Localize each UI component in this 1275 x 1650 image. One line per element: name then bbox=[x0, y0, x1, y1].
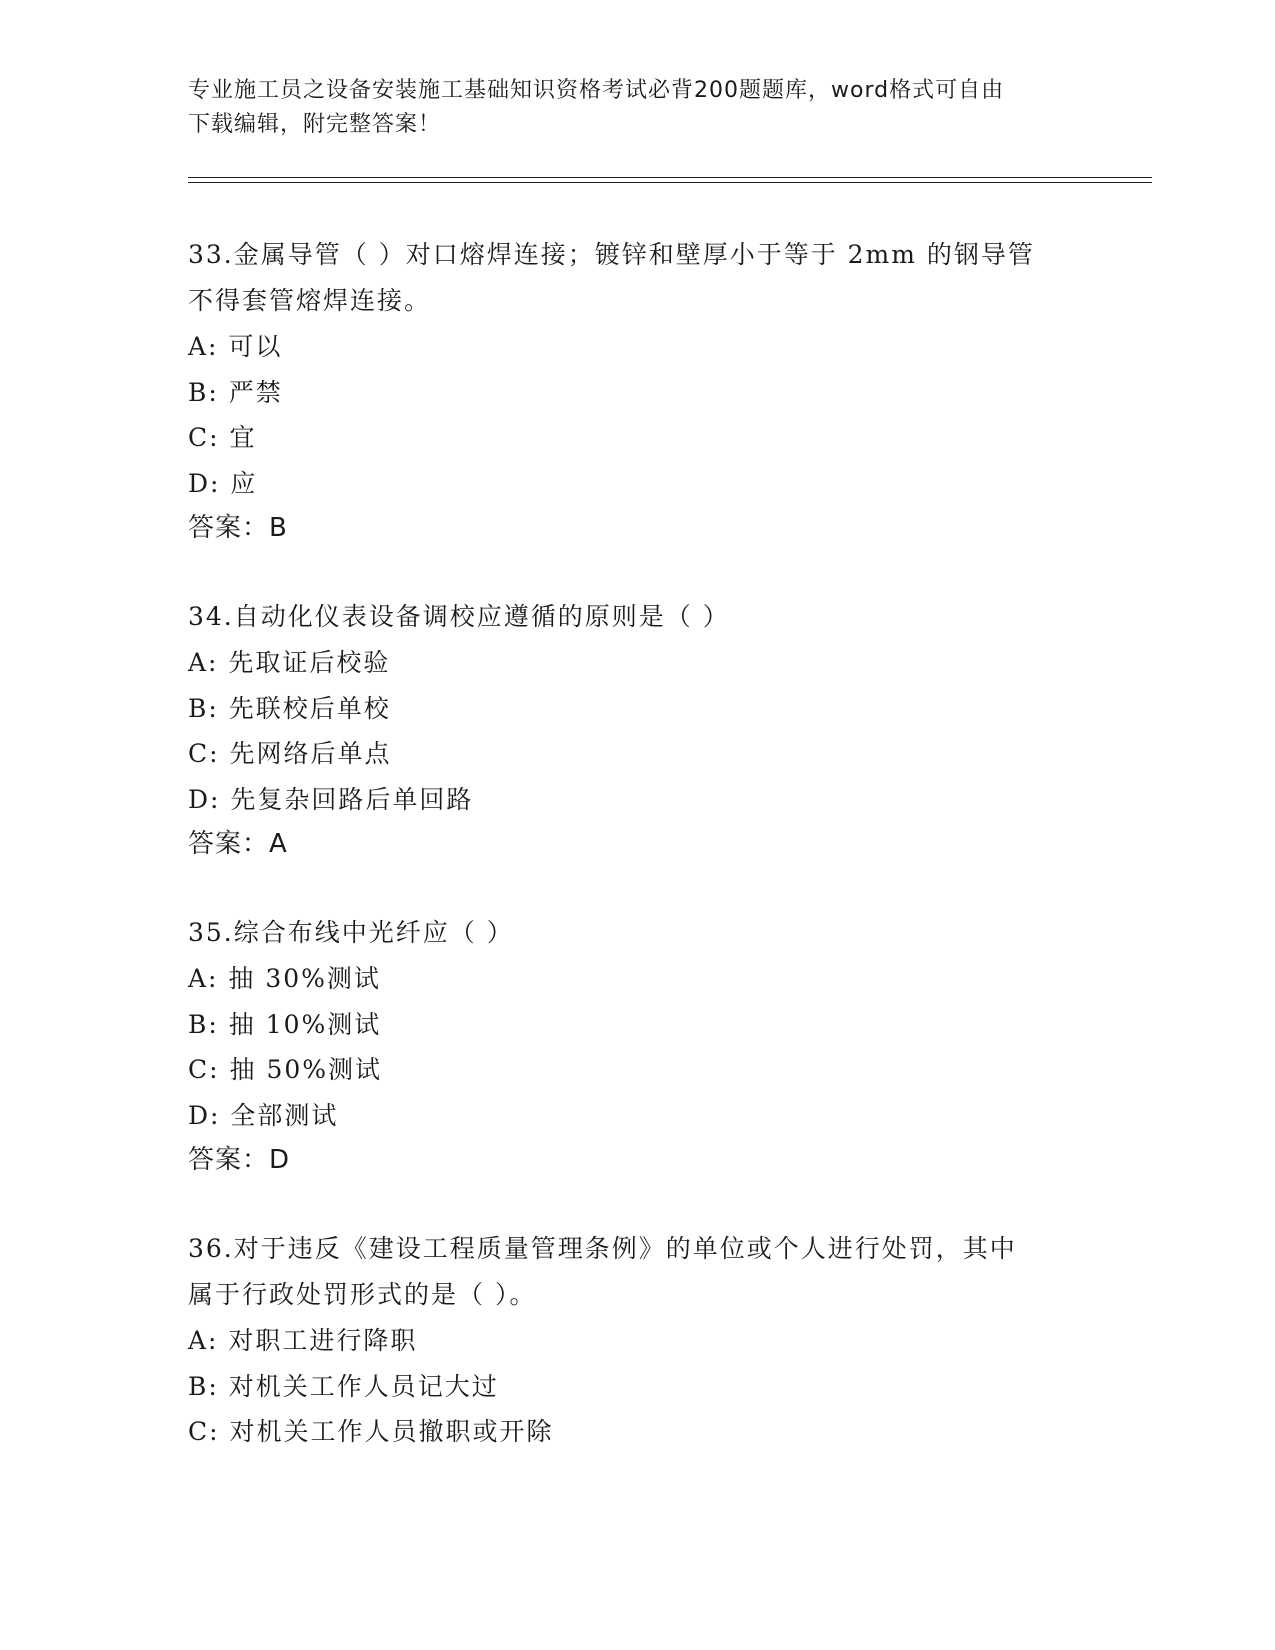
option-c: C: 宜 bbox=[188, 423, 257, 452]
option-b: B: 对机关工作人员记大过 bbox=[188, 1371, 499, 1401]
question-35 bbox=[188, 910, 1088, 1183]
question-text-line-1: 36.对于违反《建设工程质量管理条例》的单位或个人进行处罚，其中 bbox=[188, 1234, 1017, 1263]
header-divider-bottom bbox=[188, 182, 1152, 183]
answer-line: 答案：B bbox=[188, 513, 288, 543]
question-text-line-1: 34.自动化仪表设备调校应遵循的原则是（ ） bbox=[188, 602, 730, 631]
question-33 bbox=[188, 232, 1088, 551]
header-line-1: 专业施工员之设备安装施工基础知识资格考试必背200题题库，word格式可自由 bbox=[188, 78, 1005, 103]
option-a: A: 可以 bbox=[188, 332, 283, 361]
option-d: D: 应 bbox=[188, 468, 258, 498]
option-d: D: 全部测试 bbox=[188, 1100, 339, 1130]
option-b: B: 先联校后单校 bbox=[188, 693, 391, 723]
option-d: D: 先复杂回路后单回路 bbox=[188, 784, 474, 814]
question-text-line-1: 35.综合布线中光纤应（ ） bbox=[188, 918, 514, 947]
option-a: A: 对职工进行降职 bbox=[188, 1326, 418, 1355]
question-text-line-1: 33.金属导管（ ）对口熔焊连接；镀锌和壁厚小于等于 2mm 的钢导管 bbox=[188, 240, 1035, 269]
header-line-2: 下载编辑，附完整答案！ bbox=[188, 112, 442, 137]
option-a: A: 抽 30%测试 bbox=[188, 964, 381, 993]
question-list bbox=[188, 232, 1088, 1498]
option-b: B: 严禁 bbox=[188, 377, 283, 407]
question-36 bbox=[188, 1226, 1088, 1455]
option-a: A: 先取证后校验 bbox=[188, 648, 391, 677]
option-b: B: 抽 10%测试 bbox=[188, 1009, 382, 1039]
option-c: C: 对机关工作人员撤职或开除 bbox=[188, 1417, 554, 1446]
option-c: C: 先网络后单点 bbox=[188, 739, 392, 768]
answer-line: 答案：A bbox=[188, 829, 288, 859]
question-34 bbox=[188, 594, 1088, 867]
question-text-line-2: 属于行政处罚形式的是（ ）。 bbox=[188, 1280, 537, 1309]
question-text-line-2: 不得套管熔焊连接。 bbox=[188, 286, 432, 315]
document-header bbox=[188, 74, 1088, 142]
option-c: C: 抽 50%测试 bbox=[188, 1055, 383, 1084]
header-divider-top bbox=[188, 177, 1152, 178]
answer-line: 答案：D bbox=[188, 1145, 291, 1175]
